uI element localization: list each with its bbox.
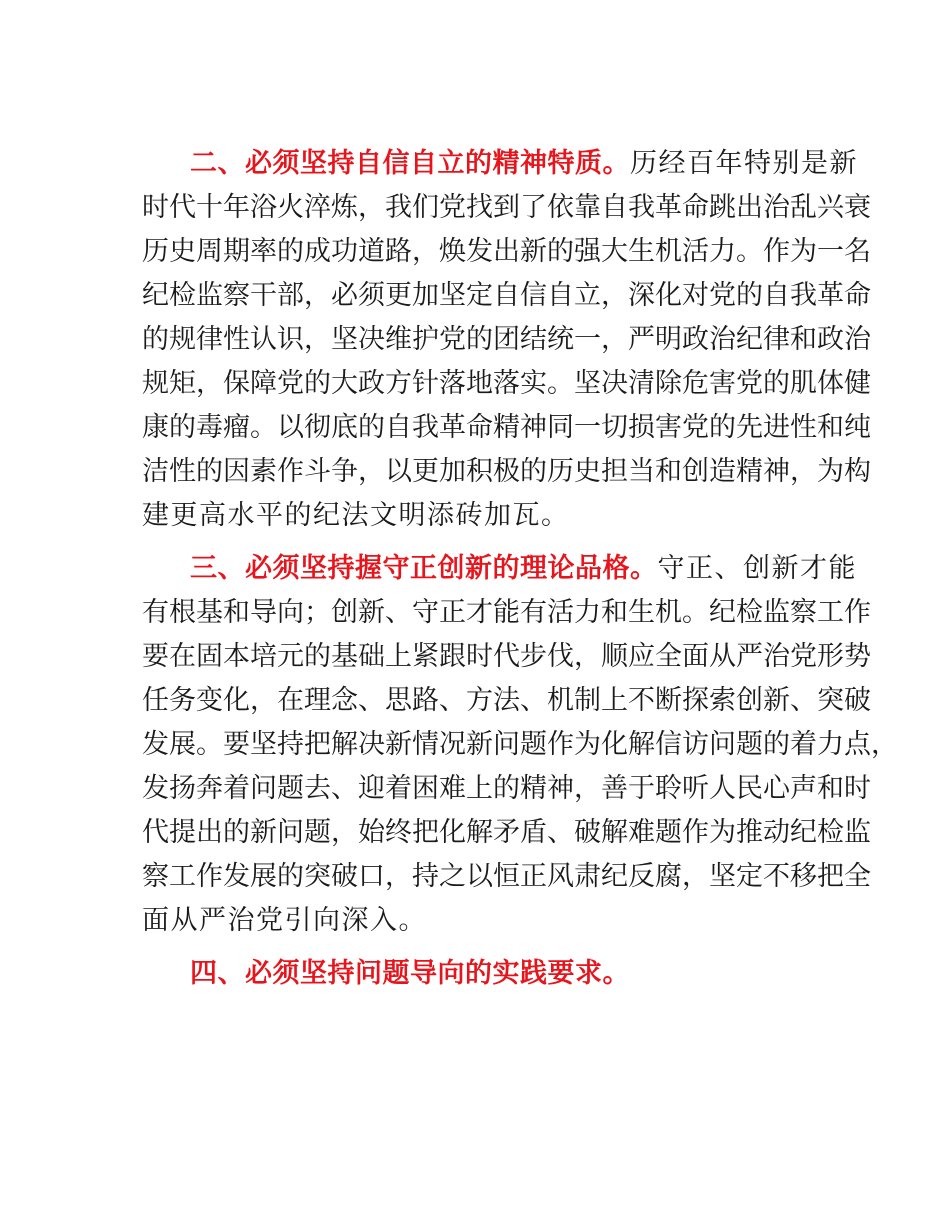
section-3-line: 发扬奔着问题去、迎着困难上的精神，善于聆听人民心声和时 — [142, 773, 871, 804]
section-3-line: 要在固本培元的基础上紧跟时代步伐，顺应全面从严治党形势 — [142, 641, 871, 672]
section-3-line: 有根基和导向；创新、守正才能有活力和生机。纪检监察工作 — [142, 597, 871, 628]
section-3-line: 代提出的新问题，始终把化解矛盾、破解难题作为推动纪检监 — [142, 817, 871, 848]
section-3-first-line-text: 守正、创新才能 — [657, 553, 857, 584]
section-3-heading: 三、必须坚持握守正创新的理论品格。 — [190, 553, 658, 584]
section-2-line: 规矩，保障党的大政方针落地落实。坚决清除危害党的肌体健 — [142, 368, 871, 399]
section-3-line: 察工作发展的突破口，持之以恒正风肃纪反腐，坚定不移把全 — [142, 861, 871, 892]
section-2-line: 时代十年浴火淬炼，我们党找到了依靠自我革命跳出治乱兴衰 — [142, 192, 871, 223]
section-2-line: 的规律性认识，坚决维护党的团结统一，严明政治纪律和政治 — [142, 324, 871, 355]
section-2-line: 康的毒瘤。以彻底的自我革命精神同一切损害党的先进性和纯 — [142, 412, 871, 443]
section-2-line: 纪检监察干部，必须更加坚定自信自立，深化对党的自我革命 — [142, 280, 871, 311]
section-2-line: 历史周期率的成功道路，焕发出新的强大生机活力。作为一名 — [142, 236, 871, 267]
section-4-heading: 四、必须坚持问题导向的实践要求。 — [190, 958, 630, 989]
section-2-last-line: 建更高水平的纪法文明添砖加瓦。 — [142, 500, 570, 531]
section-3-first-line — [190, 547, 857, 591]
section-3-line: 任务变化，在理念、思路、方法、机制上不断探索创新、突破 — [142, 685, 871, 716]
section-4-first-line — [190, 952, 790, 996]
section-2-first-line-text: 历经百年特别是新 — [630, 148, 858, 179]
section-2-line: 洁性的因素作斗争，以更加积极的历史担当和创造精神，为构 — [142, 456, 871, 487]
section-3-line: 发展。要坚持把解决新情况新问题作为化解信访问题的着力点， — [142, 729, 898, 760]
section-2-first-line — [190, 142, 858, 186]
section-2-heading: 二、必须坚持自信自立的精神特质。 — [190, 148, 630, 179]
section-3-last-line: 面从严治党引向深入。 — [142, 905, 427, 936]
